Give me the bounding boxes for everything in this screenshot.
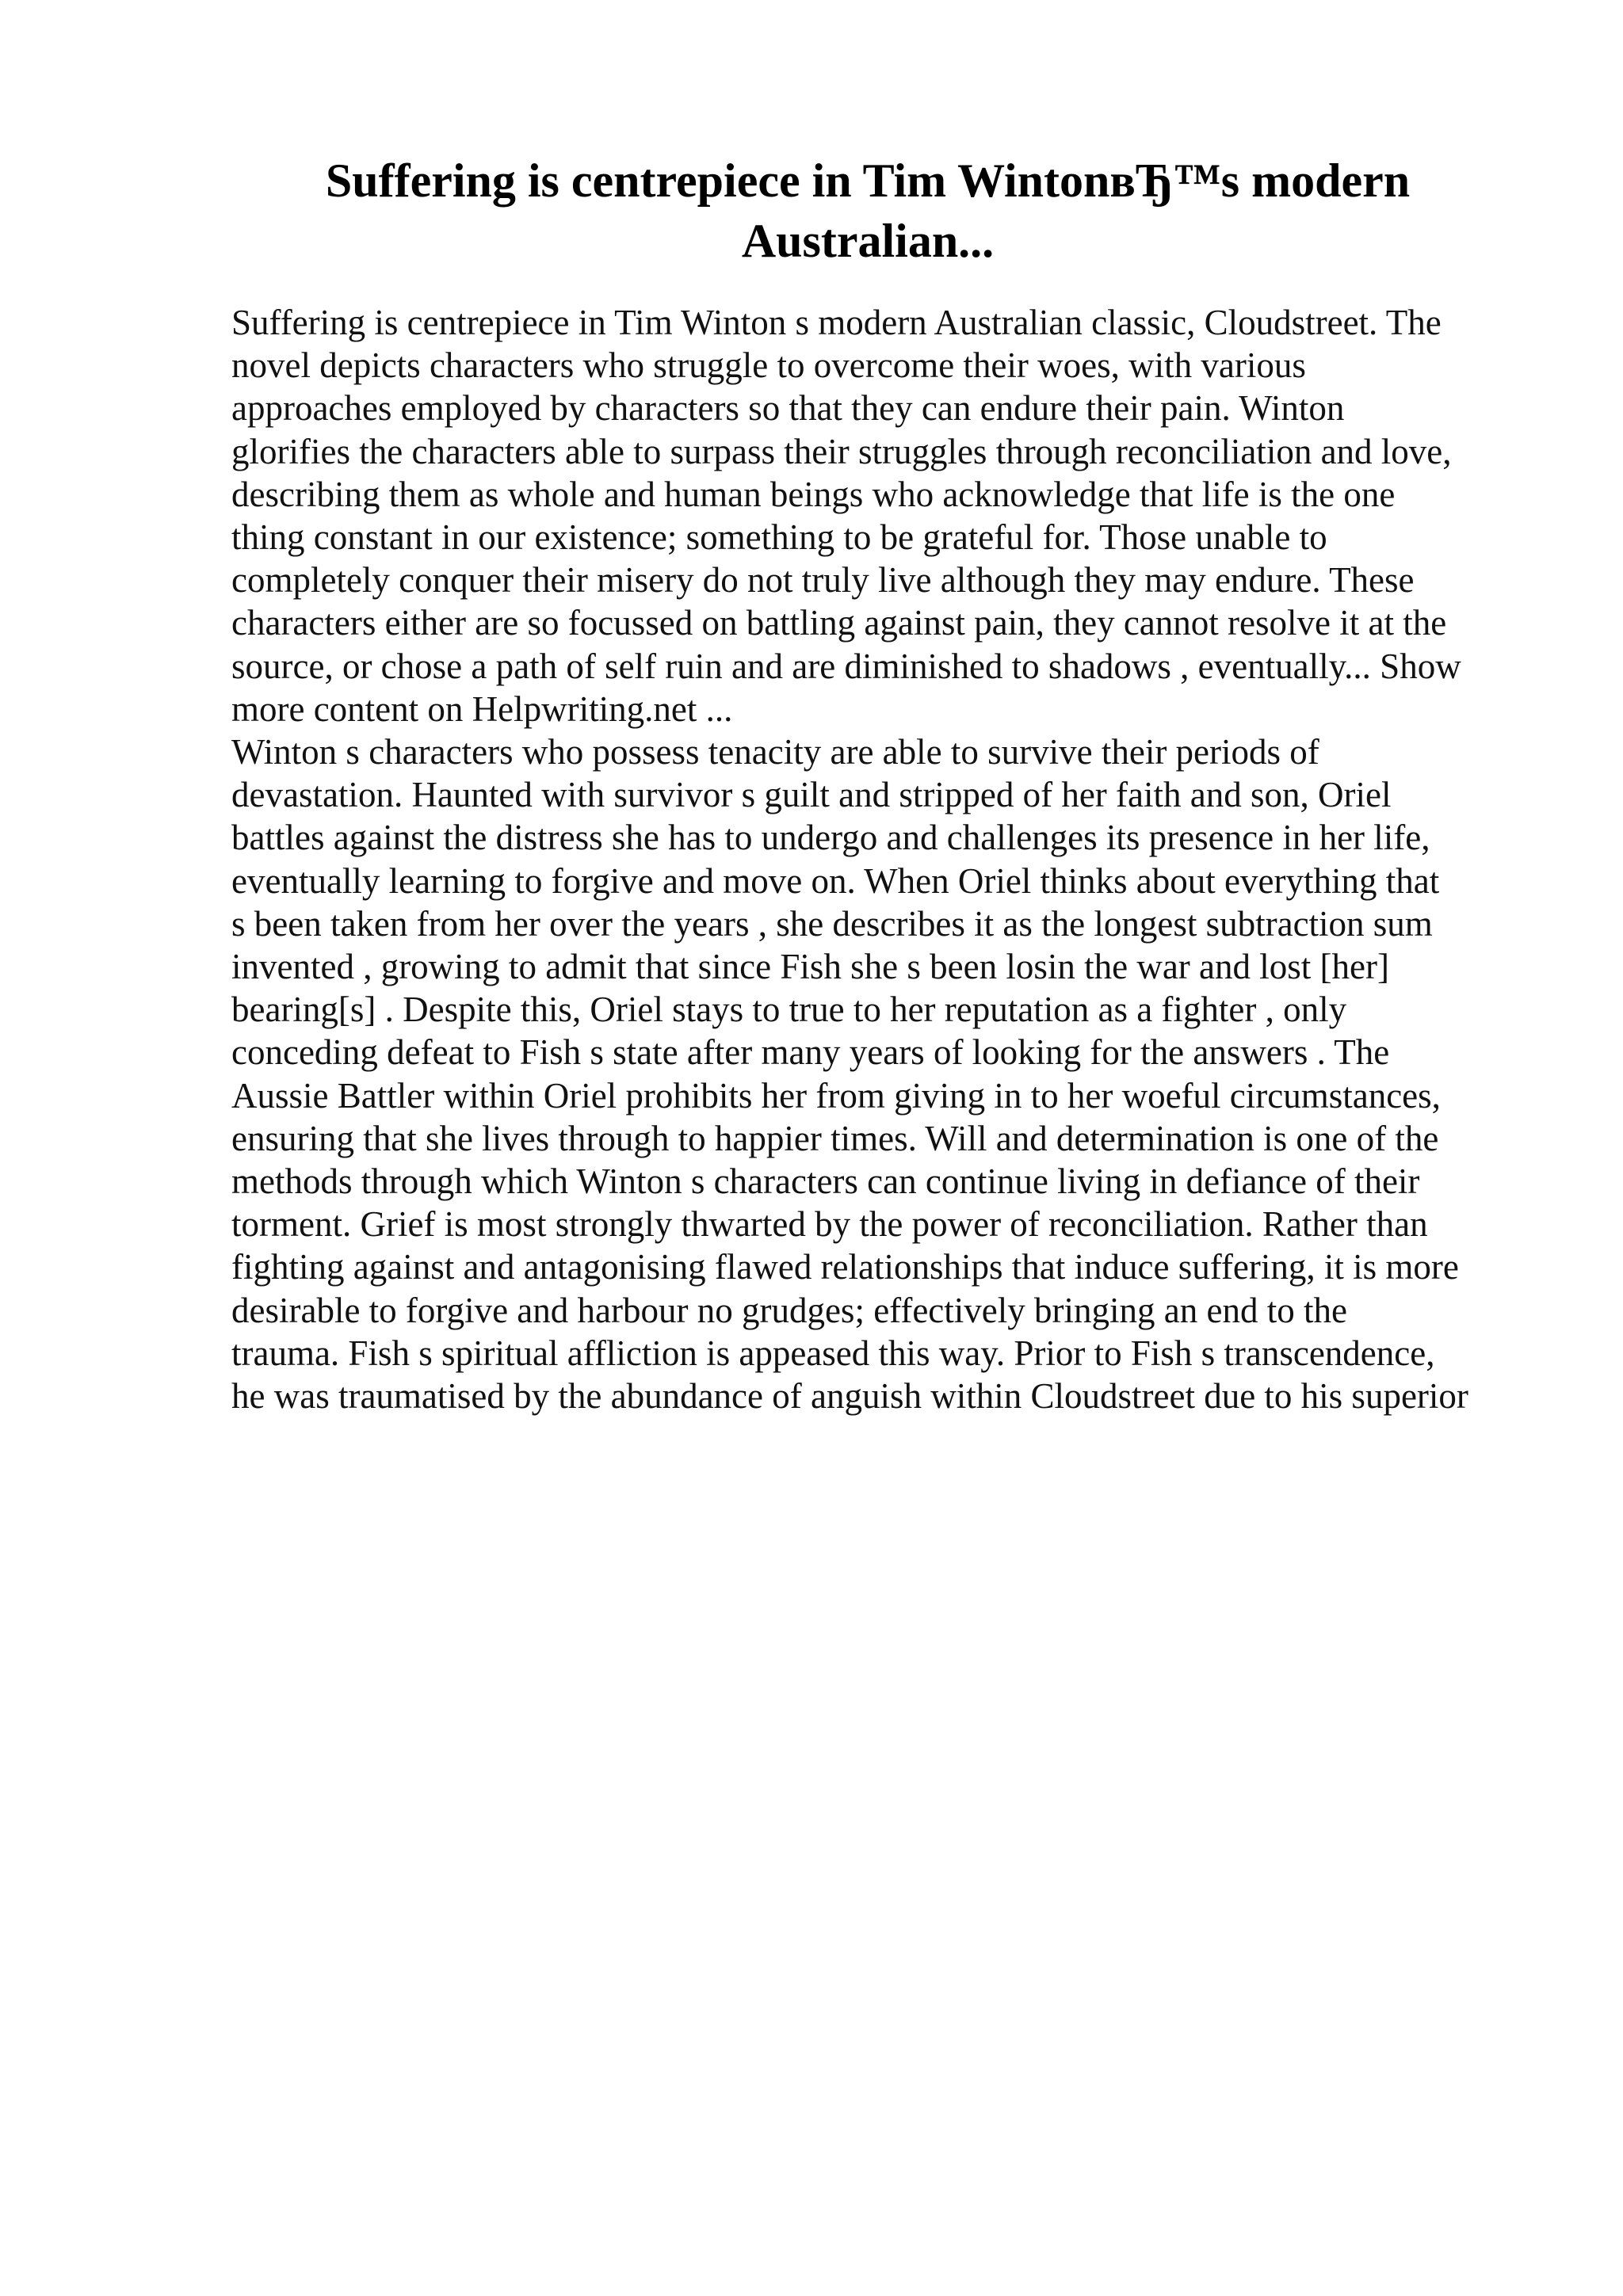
body-line: ensuring that she lives through to happier times. Will and determination is one of the bbox=[231, 1118, 1439, 1158]
body-line: novel depicts characters who struggle to overcome their woes, with various bbox=[231, 345, 1306, 386]
body-line: source, or chose a path of self ruin and are diminished to shadows , eventually... Show bbox=[231, 646, 1461, 686]
body-line: eventually learning to forgive and move on. When Oriel thinks about everything that bbox=[231, 860, 1440, 901]
body-line: conceding defeat to Fish s state after many years of looking for the answers . The bbox=[231, 1032, 1390, 1073]
body-line: devastation. Haunted with survivor s guilt and stripped of her faith and son, Oriel bbox=[231, 775, 1392, 815]
body-line: trauma. Fish s spiritual affliction is appeased this way. Prior to Fish s transcendence, bbox=[231, 1333, 1435, 1373]
body-line: glorifies the characters able to surpass their struggles through reconciliation and love, bbox=[231, 431, 1452, 471]
body-line: Aussie Battler within Oriel prohibits her from giving in to her woeful circumstances, bbox=[231, 1075, 1441, 1116]
body-line: approaches employed by characters so that they can endure their pain. Winton bbox=[231, 388, 1345, 429]
title-line: Suffering is centrepiece in Tim WintonвЂ™s modern bbox=[325, 154, 1411, 207]
body-line: s been taken from her over the years , she describes it as the longest subtraction sum bbox=[231, 903, 1433, 944]
body-line: bearing[s] . Despite this, Oriel stays to true to her reputation as a fighter , only bbox=[231, 990, 1347, 1030]
body-line: torment. Grief is most strongly thwarted by the power of reconciliation. Rather than bbox=[231, 1204, 1428, 1245]
body-line: Suffering is centrepiece in Tim Winton s modern Australian classic, Cloudstreet. The bbox=[231, 303, 1442, 342]
body-line: characters either are so focussed on battling against pain, they cannot resolve it at the bbox=[231, 603, 1447, 643]
body-line: methods through which Winton s characters can continue living in defiance of their bbox=[231, 1161, 1420, 1202]
document-title bbox=[230, 151, 1506, 271]
body-line: Winton s characters who possess tenacity are able to survive their periods of bbox=[231, 732, 1319, 772]
title-line: Australian... bbox=[741, 215, 995, 267]
body-line: thing constant in our existence; something to be grateful for. Those unable to bbox=[231, 517, 1327, 558]
body-line: invented , growing to admit that since Fish she s been losin the war and lost [her] bbox=[231, 947, 1389, 987]
body-line: desirable to forgive and harbour no grudges; effectively bringing an end to the bbox=[231, 1290, 1347, 1330]
body-line: more content on Helpwriting.net ... bbox=[231, 688, 733, 729]
body-line: he was traumatised by the abundance of anguish within Cloudstreet due to his superior bbox=[231, 1376, 1468, 1417]
body-line: battles against the distress she has to undergo and challenges its presence in her life, bbox=[231, 818, 1430, 858]
body-line: fighting against and antagonising flawed relationships that induce suffering, it is more bbox=[231, 1247, 1459, 1287]
document-body bbox=[231, 301, 1531, 1417]
body-line: completely conquer their misery do not truly live although they may endure. These bbox=[231, 560, 1415, 601]
body-line: describing them as whole and human beings who acknowledge that life is the one bbox=[231, 474, 1396, 514]
